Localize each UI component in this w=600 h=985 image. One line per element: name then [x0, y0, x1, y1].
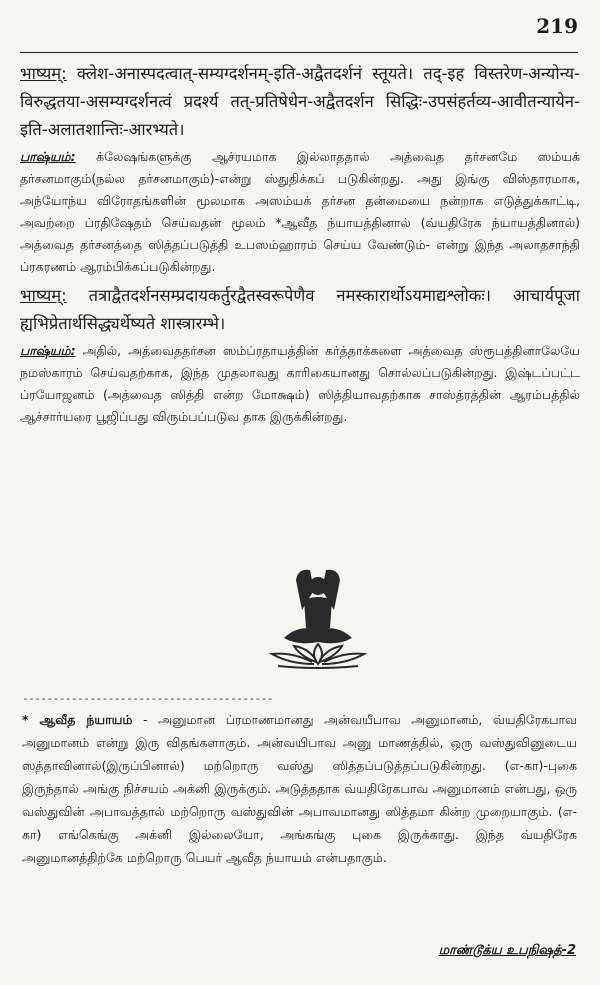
- bhashya-label: பாஷ்யம்:: [20, 149, 76, 164]
- tamil-text: க்லேஷங்களுக்கு ஆச்ரயமாக இல்லாததால் அத்வைத தர்சனமே ஸம்யக் தர்சனமாகும்(நல்ல தர்சனமாகும்)-என்று ஸ்துதிக்கப் படுகின்றது. அது இங்கு விஸ்தாரமாக, அந்யோந்ய விரோதங்களின் மூலமாக அஸம்யக் தர்சன தன்மையை நன்றாக எடுத்துக்காட்டி, அவற்றை ப்ரதிஷேதம் செய்வதன் மூலம் *ஆவீத ந்யாயத்தினால் (வ்யதிரேக ந்யாயத்தினால்) அத்வைத தர்சனத்தை ஸித்தப்படுத்தி உபஸம்ஹாரம் செய்ய வேண்டும்- என்று இந்த அலாதசாந்தி ப்ரகரணம் ஆரம்பிக்கப்படுகின்றது.: [20, 149, 580, 274]
- sanskrit-text: क्लेश-अनास्पदत्वात्-सम्यग्दर्शनम्-इति-अद्वैतदर्शनं स्तूयते। तद्-इह विस्तरेण-अन्योन्य-विरुद्धतया-असम्यग्दर्शनत्वं प्रदर्श्य तत्-प्रतिषेधेन-अद्वैतदर्शन सिद्धिः-उपसंहर्तव्य-आवीतन्यायेन-इति-अलातशान्तिः-आरभ्यते।: [20, 64, 580, 139]
- sanskrit-text: तत्राद्वैतदर्शनसम्प्रदायकर्तुरद्वैतस्वरूपेणैव नमस्कारार्थोऽयमाद्यश्लोकः। आचार्यपूजा ह्यभिप्रेतार्थसिद्ध्यर्थेष्यते शास्त्रारम्भे।: [20, 286, 580, 333]
- sanskrit-bhashya-2: [20, 282, 580, 338]
- footnote-rule: -----------------------------------------: [22, 692, 274, 705]
- page-number: 219: [536, 14, 578, 38]
- footnote: [22, 708, 577, 869]
- tamil-text: அதில், அத்வைததர்சன ஸம்ப்ரதாயத்தின் கர்த்தாக்களை அத்வைத ஸ்ரூபத்தினாலேயே நமஸ்காரம் செய்வதற்காக, இந்த முதலாவது காரிகையானது சொல்லப்படுகின்றது. இஷ்டப்பட்ட ப்ரயோஜனம் (அத்வைத ஸித்தி என்ற மோக்ஷம்) ஸித்தியாவதற்காக சாஸ்த்ரத்தின் ஆரம்பத்தில் ஆச்சார்யரை பூஜிப்பது விரும்பப்படுவ தாக இருக்கின்றது.: [20, 343, 580, 424]
- sanskrit-bhashya-1: [20, 60, 580, 144]
- main-text: [20, 60, 580, 428]
- bhashya-label: भाष्यम्:: [20, 64, 67, 83]
- top-rule: [20, 52, 578, 53]
- tamil-bhashya-2: [20, 340, 580, 428]
- running-footer: மாண்டூக்ய உபநிஷத்-2: [438, 943, 576, 958]
- meditating-figure-on-lotus-icon: [258, 560, 378, 670]
- tamil-bhashya-1: [20, 146, 580, 278]
- footnote-text: - அனுமான ப்ரமாணமானது அன்வயீபாவ அனுமானம், வ்யதிரேகபாவ அனுமானம் என்று இரு விதங்களாகும். அன்வயிபாவ அனு மாணத்தில், ஒரு வஸ்துவினுடைய ஸத்தாவினால்(இருப்பினால்) மற்றொரு வஸ்து ஸித்தப்படுத்தப்படுகின்றது. (எ-கா)-புகை இருந்தால் அங்கு நிச்சயம் அக்னி இருக்கும். அடுத்ததாக வ்யதிரேகபாவ அனுமானம் என்பது, ஒரு வஸ்துவின் அபாவத்தால் மற்றொரு வஸ்துவின் அபாவமானது ஸித்தமா கின்ற முறையாகும். (எ-கா) எங்கெங்கு அக்னி இல்லையோ, அங்கங்கு புகை இருக்காது. இந்த வ்யதிரேக அனுமானத்திற்கே மற்றொரு பெயர் ஆவீத ந்யாயம் என்பதாகும்.: [22, 712, 577, 865]
- bhashya-label: பாஷ்யம்:: [20, 343, 76, 358]
- footnote-label: * ஆவீத ந்யாயம்: [22, 712, 133, 727]
- bhashya-label: भाष्यम्:: [20, 286, 67, 305]
